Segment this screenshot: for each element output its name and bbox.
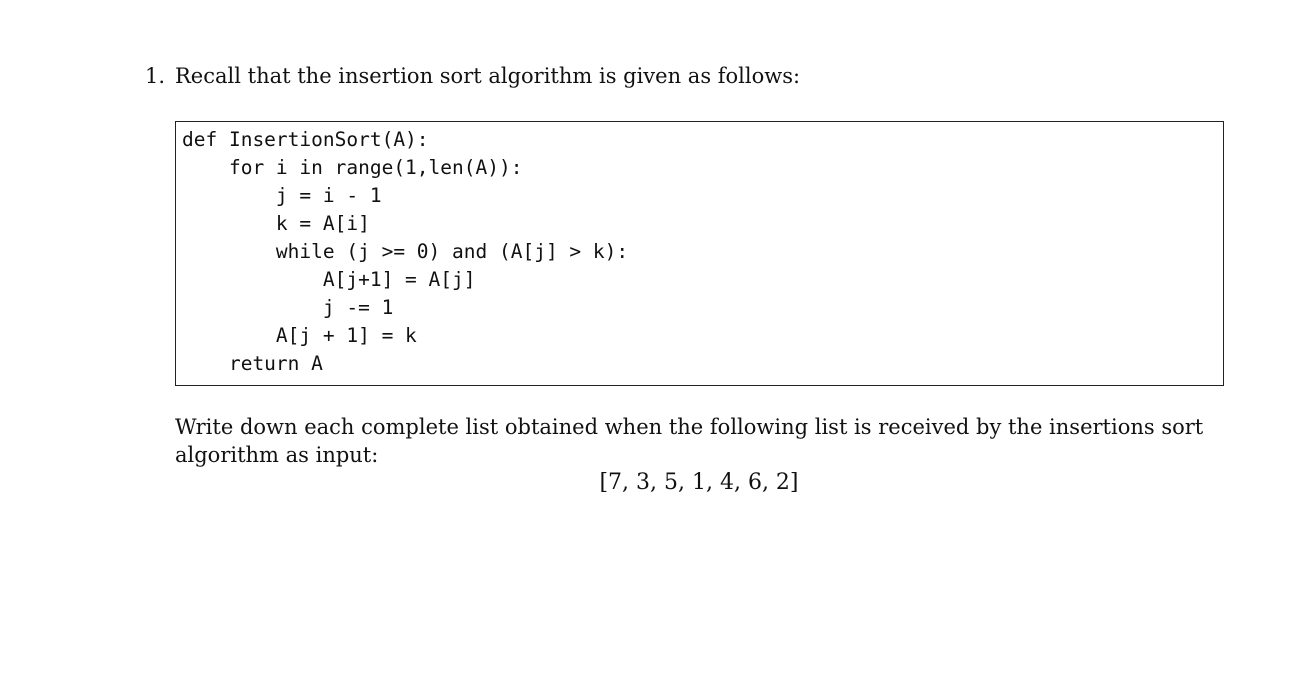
code-block — [175, 121, 1224, 386]
code-line: j -= 1 — [182, 296, 394, 319]
code-line: while (j >= 0) and (A[j] > k): — [182, 240, 629, 263]
code-line: for i in range(1,len(A)): — [182, 156, 523, 179]
question-number: 1. — [145, 64, 166, 88]
question-text: Recall that the insertion sort algorithm is given as follows: — [175, 64, 801, 88]
input-list: [7, 3, 5, 1, 4, 6, 2] — [599, 470, 799, 495]
code-line: return A — [182, 352, 323, 375]
code-line: k = A[i] — [182, 212, 370, 235]
code-line: A[j + 1] = k — [182, 324, 417, 347]
question-heading — [145, 62, 800, 90]
code-line: A[j+1] = A[j] — [182, 268, 476, 291]
instruction-paragraph: Write down each complete list obtained when the following list is received by the insertions sort algorithm as input: — [175, 415, 1204, 467]
code-line: def InsertionSort(A): — [182, 128, 429, 151]
code-line: j = i - 1 — [182, 184, 382, 207]
